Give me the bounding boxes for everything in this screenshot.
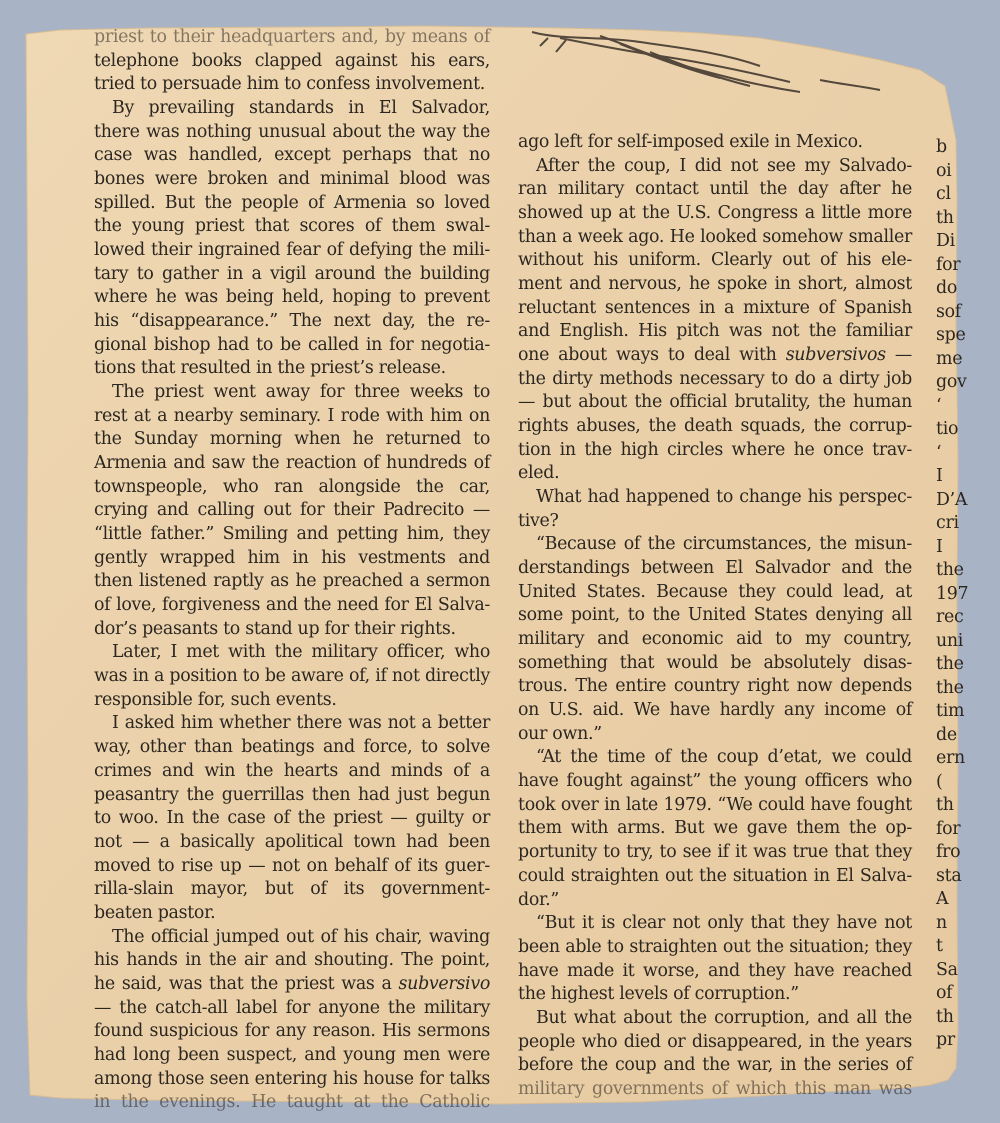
text-line: was in a position to be aware of, if not directly <box>94 666 490 687</box>
text-line-fragment: ( <box>936 771 943 792</box>
text-line-fragment: th <box>936 207 954 228</box>
text-line-fragment: gov <box>936 372 967 392</box>
text-line: something that would be absolutely disas- <box>518 652 912 673</box>
text-line: in the evenings. He taught at the Catholic <box>94 1092 490 1113</box>
text-line: took over in late 1979. “We could have fought <box>518 794 912 815</box>
text-line: After the coup, I did not see my Salvado- <box>536 155 912 176</box>
text-line: of love, forgiveness and the need for El Salva- <box>94 595 490 616</box>
text-line: ran military contact until the day after he <box>518 179 912 200</box>
text-line-fragment: th <box>936 795 954 815</box>
text-line: found suspicious for any reason. His sermons <box>94 1021 490 1042</box>
text-line: crying and calling out for their Padrecito — <box>94 500 490 521</box>
text-line-fragment: tio <box>936 419 959 439</box>
text-line-fragment: th <box>936 1006 954 1027</box>
text-line: gional bishop had to be called in for negotia- <box>94 334 490 355</box>
text-line: some point, to the United States denying all <box>518 605 912 626</box>
text-line: people who died or disappeared, in the years <box>518 1031 912 1052</box>
text-line-fragment: pr <box>936 1030 955 1050</box>
text-line-fragment: ern <box>936 748 965 768</box>
text-line-fragment: the <box>936 560 964 580</box>
text-line: ago left for self-imposed exile in Mexico. <box>518 132 863 152</box>
text-line: eled. <box>518 463 560 484</box>
text-line: tion in the high circles where he once trav- <box>518 439 912 460</box>
text-line-fragment: ‘ <box>936 442 942 463</box>
text-line-fragment: I <box>936 466 943 486</box>
text-line: — but about the official brutality, the human <box>518 392 912 413</box>
text-line: gently wrapped him in his vestments and <box>94 547 490 568</box>
text-line: military and economic aid to my country, <box>518 629 912 650</box>
text-line: than a week ago. He looked somehow smaller <box>518 226 912 247</box>
text-line: had long been suspect, and young men were <box>94 1044 490 1065</box>
text-line: tions that resulted in the priest’s release. <box>94 358 446 379</box>
text-line: rilla-slain mayor, but of its government- <box>94 879 490 900</box>
text-line: the dirty methods necessary to do a dirty job <box>518 368 912 389</box>
text-line: his “disappearance.” The next day, the re- <box>94 311 490 332</box>
text-line-fragment: sof <box>936 301 961 322</box>
text-line: spilled. But the people of Armenia so loved <box>94 192 490 213</box>
text-line: The priest went away for three weeks to <box>112 382 490 403</box>
text-line: United States. Because they could lead, at <box>518 581 912 602</box>
text-line: case was handled, except perhaps that no <box>94 145 490 166</box>
text-line: — the catch-all label for anyone the military <box>94 997 490 1018</box>
text-line-fragment: the <box>936 677 964 698</box>
text-line: to woo. In the case of the priest — guilty or <box>94 808 490 829</box>
text-line: derstandings between El Salvador and the <box>518 558 912 579</box>
text-line <box>518 344 912 368</box>
text-line-fragment: me <box>936 348 963 369</box>
text-line: on U.S. aid. We have hardly any income of <box>518 700 912 721</box>
text-line: where he was being held, hoping to prevent <box>94 287 490 308</box>
text-line: not — a basically apolitical town had been <box>94 831 490 852</box>
text-line: before the coup and the war, in the series of <box>518 1055 912 1076</box>
text-line: then listened raptly as he preached a sermon <box>94 571 490 592</box>
text-line-fragment: oi <box>936 160 952 181</box>
text-line-fragment: cri <box>936 513 959 533</box>
article-column-right-fragment <box>936 136 969 1053</box>
text-line-fragment: Di <box>936 231 955 251</box>
text-line-fragment: 197 <box>936 583 969 604</box>
text-line: military governments of which this man was <box>518 1078 912 1099</box>
text-line-fragment: for <box>936 254 961 275</box>
text-line: them with arms. But we gave them the op- <box>518 818 912 839</box>
text-line-fragment: do <box>936 278 958 298</box>
text-line: beaten pastor. <box>94 902 216 923</box>
text-line: have fought against” the young officers who <box>518 771 912 792</box>
text-line: dor’s peasants to stand up for their rights. <box>94 618 456 639</box>
text-line-fragment: spe <box>936 325 966 345</box>
text-line-fragment: de <box>936 724 957 745</box>
text-line-fragment: fro <box>936 842 961 862</box>
text-line: “At the time of the coup d’etat, we could <box>536 747 912 768</box>
italic-word: subversivos <box>785 345 886 366</box>
text-line: have made it worse, and they have reached <box>518 960 912 981</box>
text-line-fragment: ‘ <box>936 395 942 416</box>
text-line: our own.” <box>518 723 602 744</box>
text-line: way, other than beatings and force, to solve <box>94 737 490 758</box>
text-run: — <box>894 345 912 366</box>
text-line-fragment: t <box>936 936 943 956</box>
text-line-fragment: Sa <box>936 959 958 980</box>
text-line: trous. The entire country right now depends <box>518 676 912 697</box>
text-line-fragment: tim <box>936 701 965 721</box>
text-line: What had happened to change his perspec- <box>536 487 912 508</box>
text-line: the highest levels of corruption.” <box>518 984 799 1005</box>
text-line: and English. His pitch was not the familiar <box>518 321 912 342</box>
text-line: rights abuses, the death squads, the corrup- <box>518 416 912 437</box>
italic-word: subversivo <box>398 973 491 994</box>
text-line: lowed their ingrained fear of defying the mili- <box>94 240 490 261</box>
text-line: showed up at the U.S. Congress a little more <box>518 203 912 224</box>
text-line-fragment: uni <box>936 630 964 651</box>
text-line: been able to straighten out the situation; they <box>518 936 912 957</box>
text-line: bones were broken and minimal blood was <box>94 169 490 190</box>
text-line: The official jumped out of his chair, waving <box>112 926 490 947</box>
text-line: “But it is clear not only that they have not <box>536 913 912 934</box>
text-line-fragment: sta <box>936 865 962 886</box>
text-line: peasantry the guerrillas then had just begun <box>94 784 490 805</box>
text-line: “little father.” Smiling and petting him, they <box>94 524 490 545</box>
text-line-fragment: n <box>936 912 947 933</box>
text-line: I asked him whether there was not a better <box>112 713 490 734</box>
text-line-fragment: the <box>936 654 964 674</box>
text-line: telephone books clapped against his ears, <box>94 50 490 71</box>
text-run: he said, was that the priest was a <box>94 973 392 994</box>
text-line-fragment: cl <box>936 184 951 204</box>
article-column-middle <box>518 131 912 1102</box>
text-line: tary to gather in a vigil around the building <box>94 263 490 284</box>
text-line-fragment: A <box>936 889 949 909</box>
text-line: the young priest that scores of them swal- <box>94 216 490 237</box>
text-line: “Because of the circumstances, the misun- <box>536 534 912 555</box>
text-line: Armenia and saw the reaction of hundreds of <box>94 453 490 474</box>
text-line-fragment: rec <box>936 607 964 627</box>
text-line <box>94 973 490 997</box>
text-line: there was nothing unusual about the way the <box>94 121 490 142</box>
text-line: Later, I met with the military officer, who <box>112 642 490 663</box>
text-line-fragment: of <box>936 983 953 1003</box>
text-line: the Sunday morning when he returned to <box>94 429 490 450</box>
article-column-left <box>94 26 490 1115</box>
text-line: rest at a nearby seminary. I rode with him on <box>94 405 490 426</box>
text-line: dor.” <box>518 889 559 910</box>
text-line: townspeople, who ran alongside the car, <box>94 476 490 497</box>
text-line: By prevailing standards in El Salvador, <box>112 98 490 119</box>
text-line: tried to persuade him to confess involvement. <box>94 74 486 95</box>
text-line: priest to their headquarters and, by means of <box>94 27 490 47</box>
text-line: But what about the corruption, and all the <box>536 1007 912 1028</box>
text-line: could straighten out the situation in El Salva- <box>518 865 912 886</box>
text-line: crimes and win the hearts and minds of a <box>94 760 490 781</box>
text-line: among those seen entering his house for talks <box>94 1068 490 1089</box>
text-line: reluctant sentences in a mixture of Spanish <box>518 297 912 318</box>
text-line-fragment: D’A <box>936 489 968 510</box>
text-run: one about ways to deal with <box>518 345 777 366</box>
text-line: without his uniform. Clearly out of his ele- <box>518 250 912 271</box>
text-line: moved to rise up — not on behalf of its guer- <box>94 855 490 876</box>
text-line: portunity to try, to see if it was true that they <box>518 842 912 863</box>
text-line: tive? <box>518 510 559 531</box>
text-line: his hands in the air and shouting. The point, <box>94 950 490 971</box>
text-line-fragment: b <box>936 137 947 157</box>
text-line-fragment: for <box>936 818 961 839</box>
text-line: responsible for, such events. <box>94 689 337 710</box>
text-line: ment and nervous, he spoke in short, almost <box>518 274 912 295</box>
text-line-fragment: I <box>936 536 943 557</box>
